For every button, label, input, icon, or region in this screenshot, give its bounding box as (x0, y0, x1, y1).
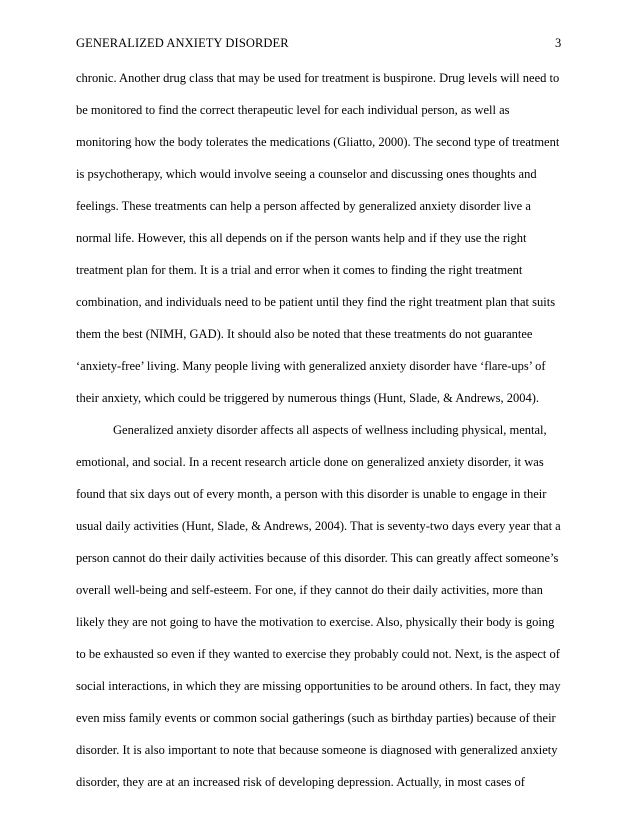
body-line: usual daily activities (Hunt, Slade, & Andrews, 2004). That is seventy-two days every year that a (76, 519, 561, 533)
body-line: overall well-being and self-esteem. For one, if they cannot do their daily activities, more than (76, 583, 543, 597)
body-line: chronic. Another drug class that may be used for treatment is buspirone. Drug levels will need to (76, 71, 560, 85)
running-head: GENERALIZED ANXIETY DISORDER (76, 36, 289, 50)
body-line: normal life. However, this all depends on if the person wants help and if they use the right (76, 231, 527, 245)
body-line: disorder. It is also important to note that because someone is diagnosed with generalized anxiety (76, 743, 558, 757)
body-line: their anxiety, which could be triggered by numerous things (Hunt, Slade, & Andrews, 2004). (76, 391, 539, 405)
body-line: found that six days out of every month, a person with this disorder is unable to engage in their (76, 487, 547, 501)
body-line: to be exhausted so even if they wanted to exercise they probably could not. Next, is the aspect of (76, 647, 560, 661)
page-number: 3 (555, 36, 562, 50)
body-line: ‘anxiety-free’ living. Many people living with generalized anxiety disorder have ‘flare-ups’ of (76, 359, 546, 373)
body-line: be monitored to find the correct therapeutic level for each individual person, as well as (76, 103, 510, 117)
body-line: likely they are not going to have the motivation to exercise. Also, physically their body is going (76, 615, 555, 629)
body-line: disorder, they are at an increased risk of developing depression. Actually, in most cases of (76, 775, 525, 789)
body-line: combination, and individuals need to be patient until they find the right treatment plan that suits (76, 295, 556, 309)
body-line: even miss family events or common social gatherings (such as birthday parties) because of their (76, 711, 556, 725)
paragraph-first-line: Generalized anxiety disorder affects all aspects of wellness including physical, mental, (113, 423, 547, 437)
body-line: person cannot do their daily activities because of this disorder. This can greatly affect someone’s (76, 551, 559, 565)
body-line: emotional, and social. In a recent research article done on generalized anxiety disorder, it was (76, 455, 544, 469)
body-line: monitoring how the body tolerates the medications (Gliatto, 2000). The second type of treatment (76, 135, 560, 149)
body-line: is psychotherapy, which would involve seeing a counselor and discussing ones thoughts and (76, 167, 537, 181)
body-line: them the best (NIMH, GAD). It should also be noted that these treatments do not guarantee (76, 327, 533, 341)
body-line: feelings. These treatments can help a person affected by generalized anxiety disorder live a (76, 199, 531, 213)
body-line: treatment plan for them. It is a trial and error when it comes to finding the right treatment (76, 263, 523, 277)
body-line: social interactions, in which they are missing opportunities to be around others. In fact, they may (76, 679, 561, 693)
